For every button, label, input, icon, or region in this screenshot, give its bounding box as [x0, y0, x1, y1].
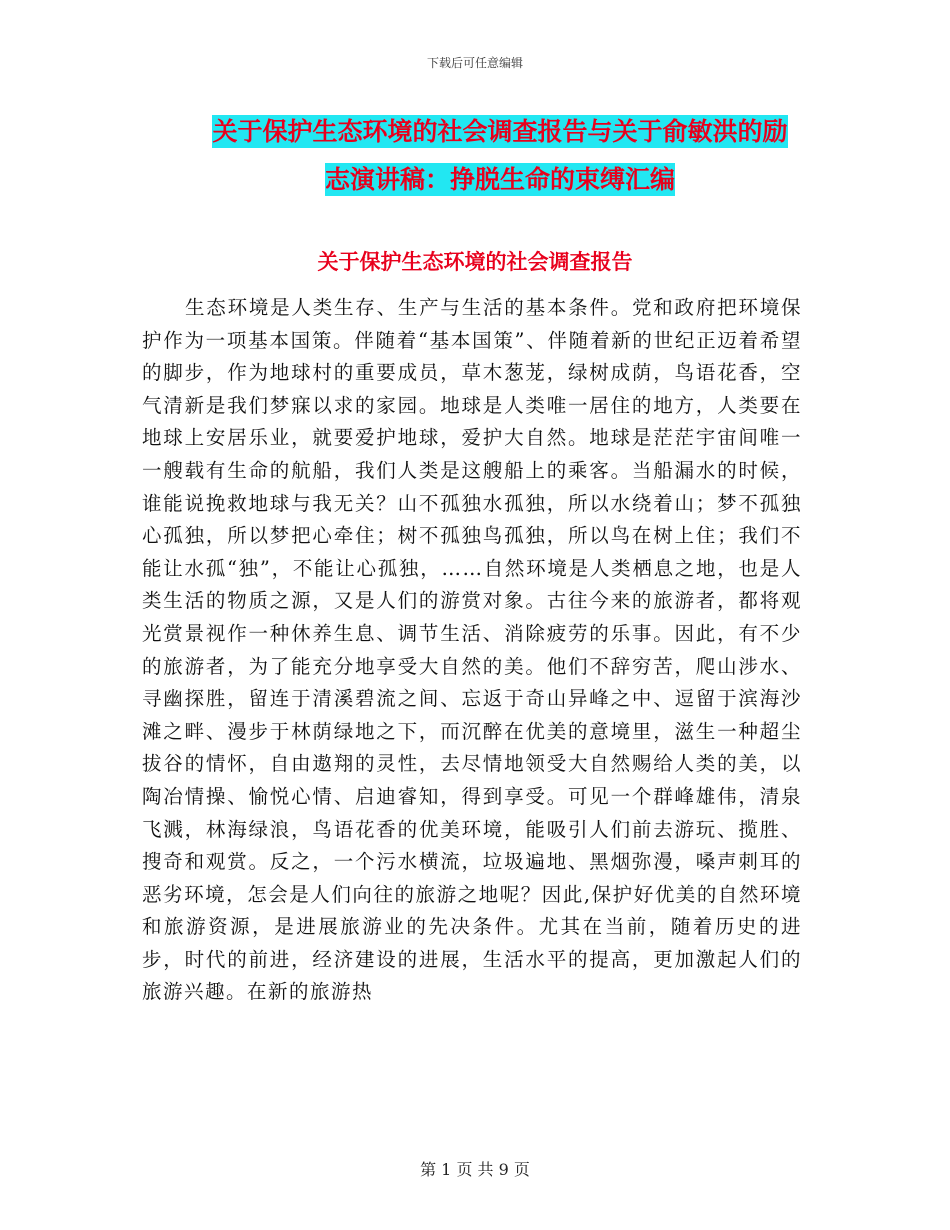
- document-title-line-1: 关于保护生态环境的社会调查报告与关于俞敏洪的励: [212, 117, 788, 146]
- document-title-line-2: 志演讲稿：挣脱生命的束缚汇编: [324, 165, 675, 194]
- section-title: 关于保护生态环境的社会调查报告: [317, 250, 633, 274]
- page-number-footer: 第 1 页 共 9 页: [420, 1160, 530, 1179]
- document-title: [150, 108, 850, 204]
- page-header-note: 下载后可任意编辑: [426, 56, 523, 70]
- body-paragraph: 生态环境是人类生存、生产与生活的基本条件。党和政府把环境保护作为一项基本国策。伴随着“基本国策”、伴随着新的世纪正迈着希望的脚步，作为地球村的重要成员，草木葱茏，绿树成荫，鸟语花香，空气清新是我们梦寐以求的家园。地球是人类唯一居住的地方，人类要在地球上安居乐业，就要爱护地球，爱护大自然。地球是茫茫宇宙间唯一一艘载有生命的航船，我们人类是这艘船上的乘客。当船漏水的时候，谁能说挽救地球与我无关？山不孤独水孤独，所以水绕着山；梦不孤独心孤独，所以梦把心牵住；树不孤独鸟孤独，所以鸟在树上住；我们不能让水孤“独”，不能让心孤独，……自然环境是人类栖息之地，也是人类生活的物质之源，又是人们的游赏对象。古往今来的旅游者，都将观光赏景视作一种休养生息、调节生活、消除疲劳的乐事。因此，有不少的旅游者，为了能充分地享受大自然的美。他们不辞穷苦，爬山涉水、寻幽探胜，留连于清溪碧流之间、忘返于奇山异峰之中、逗留于滨海沙滩之畔、漫步于林荫绿地之下，而沉醉在优美的意境里，滋生一种超尘拔谷的情怀，自由遨翔的灵性，去尽情地领受大自然赐给人类的美，以陶冶情操、愉悦心情、启迪睿知，得到享受。可见一个群峰雄伟，清泉飞溅，林海绿浪，鸟语花香的优美环境，能吸引人们前去游玩、揽胜、搜奇和观赏。反之，一个污水横流，垃圾遍地、黑烟弥漫，嗓声刺耳的恶劣环境，怎会是人们向往的旅游之地呢？因此,保护好优美的自然环境和旅游资源，是进展旅游业的先决条件。尤其在当前，随着历史的进步，时代的前进，经济建设的进展，生活水平的提高，更加激起人们的旅游兴趣。在新的旅游热: [142, 296, 802, 1004]
